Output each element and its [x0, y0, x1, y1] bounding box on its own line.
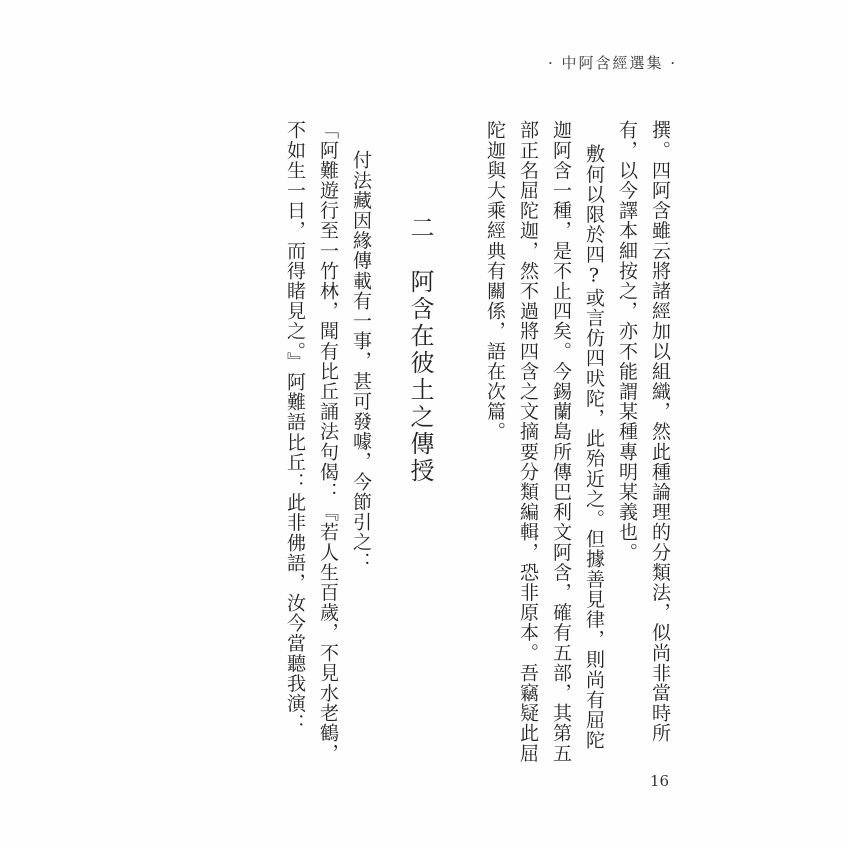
text-column: 不如生一日，而得睹見之。』阿難語比丘：此非佛語，汝今當聽我演： [284, 120, 306, 734]
page-number: 16 [650, 772, 670, 790]
text-column: 敷何以限於四?或言仿四吠陀，此殆近之。但據善見律，則尚有屈陀 [583, 144, 605, 750]
text-column: 迦阿含一種，是不止四矣。今錫蘭島所傳巴利文阿含，確有五部，其第五 [550, 120, 572, 764]
text-column: 有，以今譯本細按之，亦不能謂某種專明某義也。 [616, 120, 638, 563]
text-column: 部正名屈陀迦，然不過將四含之文摘要分類編輯，恐非原本。吾竊疑此屈 [517, 120, 539, 764]
text-column: 付法藏因緣傳載有一事，甚可發噱，今節引之： [350, 150, 372, 573]
section-heading: 二 阿含在彼土之傳授 [406, 215, 434, 485]
text-column: 陀迦與大乘經典有關係，語在次篇。 [484, 120, 506, 442]
text-column: 撰。四阿含雖云將諸經加以組織，然此種論理的分類法，似尚非當時所 [649, 120, 671, 744]
text-column: 「阿難遊行至一竹林，聞有比丘誦法句偈：『若人生百歲，不見水老鶴， [317, 120, 339, 764]
running-header: · 中阿含經選集 · [548, 54, 678, 72]
